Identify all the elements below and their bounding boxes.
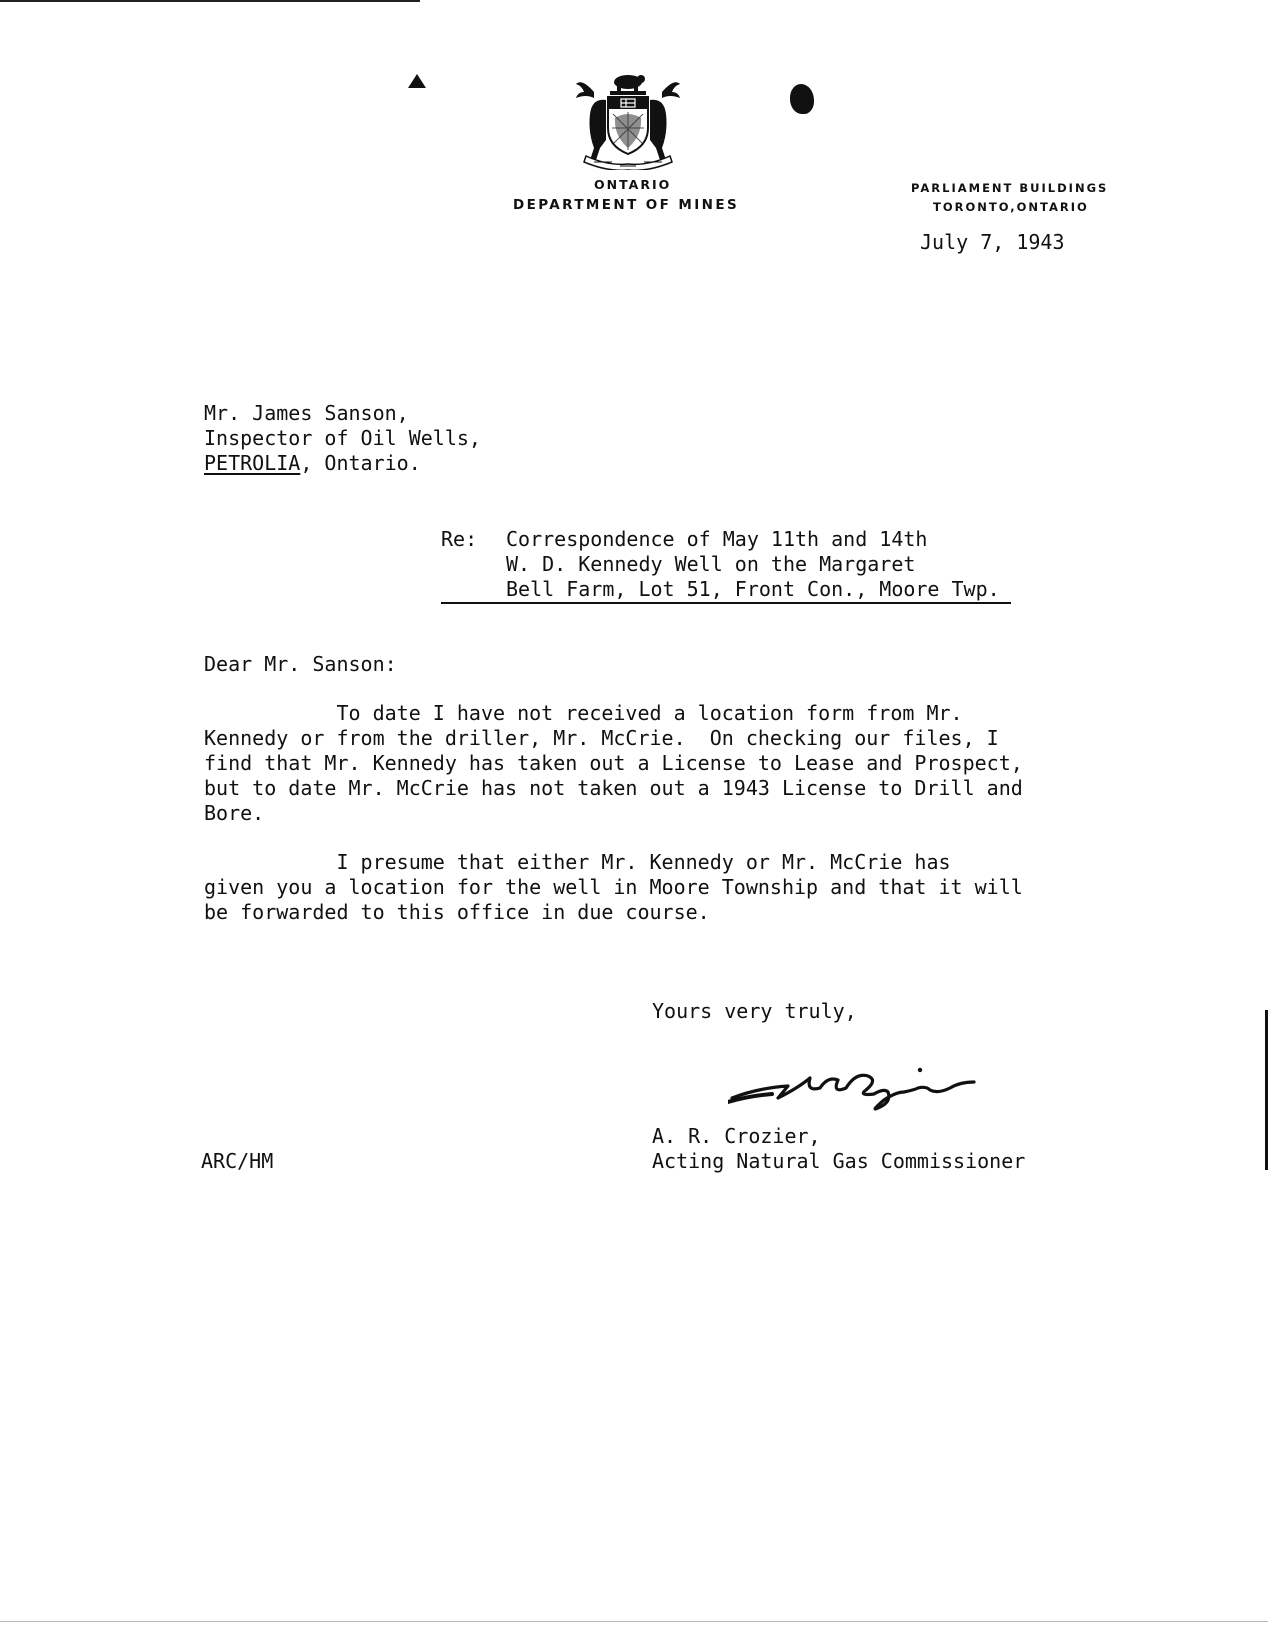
signer-name: A. R. Crozier, [652, 1124, 821, 1148]
recipient-title: Inspector of Oil Wells, [204, 426, 481, 450]
bottom-edge-rule [0, 1621, 1268, 1622]
recipient-name: Mr. James Sanson, [204, 401, 409, 425]
closing: Yours very truly, [652, 999, 857, 1023]
paragraph-1-line-1: To date I have not received a location form from Mr. [204, 701, 963, 725]
letterhead-department: DEPARTMENT OF MINES [513, 197, 740, 213]
ontario-coat-of-arms-icon [568, 70, 688, 170]
re-label: Re: [441, 527, 478, 551]
paragraph-1-line-5: Bore. [204, 801, 265, 825]
paragraph-2-line-2: given you a location for the well in Moore Township and that it will [204, 875, 1023, 899]
re-line-1: Correspondence of May 11th and 14th [506, 527, 928, 551]
scan-mark-icon [408, 74, 426, 88]
paragraph-1-line-2: Kennedy or from the driller, Mr. McCrie. On checking our files, I [204, 726, 999, 750]
typist-initials: ARC/HM [201, 1149, 274, 1173]
paragraph-2-line-3: be forwarded to this office in due course. [204, 900, 710, 924]
re-underline [441, 602, 1011, 604]
recipient-address [204, 451, 421, 476]
handwritten-signature [728, 1058, 998, 1114]
recipient-province: , Ontario. [300, 451, 421, 475]
signer-title: Acting Natural Gas Commissioner [652, 1149, 1026, 1173]
ink-blot-icon [790, 84, 814, 114]
letterhead-address-line1: PARLIAMENT BUILDINGS [911, 181, 1109, 195]
salutation: Dear Mr. Sanson: [204, 652, 397, 676]
paragraph-1-line-3: find that Mr. Kennedy has taken out a License to Lease and Prospect, [204, 751, 1023, 775]
paragraph-2-line-1: I presume that either Mr. Kennedy or Mr. McCrie has [204, 850, 951, 874]
top-edge-rule [0, 0, 420, 2]
paragraph-1-line-4: but to date Mr. McCrie has not taken out a 1943 License to Drill and [204, 776, 1023, 800]
letter-date: July 7, 1943 [920, 230, 1065, 254]
re-line-3: Bell Farm, Lot 51, Front Con., Moore Twp. [506, 577, 1000, 601]
letterhead-address-line2: TORONTO,ONTARIO [933, 200, 1089, 214]
re-line-2: W. D. Kennedy Well on the Margaret [506, 552, 916, 576]
recipient-city: PETROLIA [204, 451, 301, 475]
letterhead-province: ONTARIO [594, 177, 672, 192]
